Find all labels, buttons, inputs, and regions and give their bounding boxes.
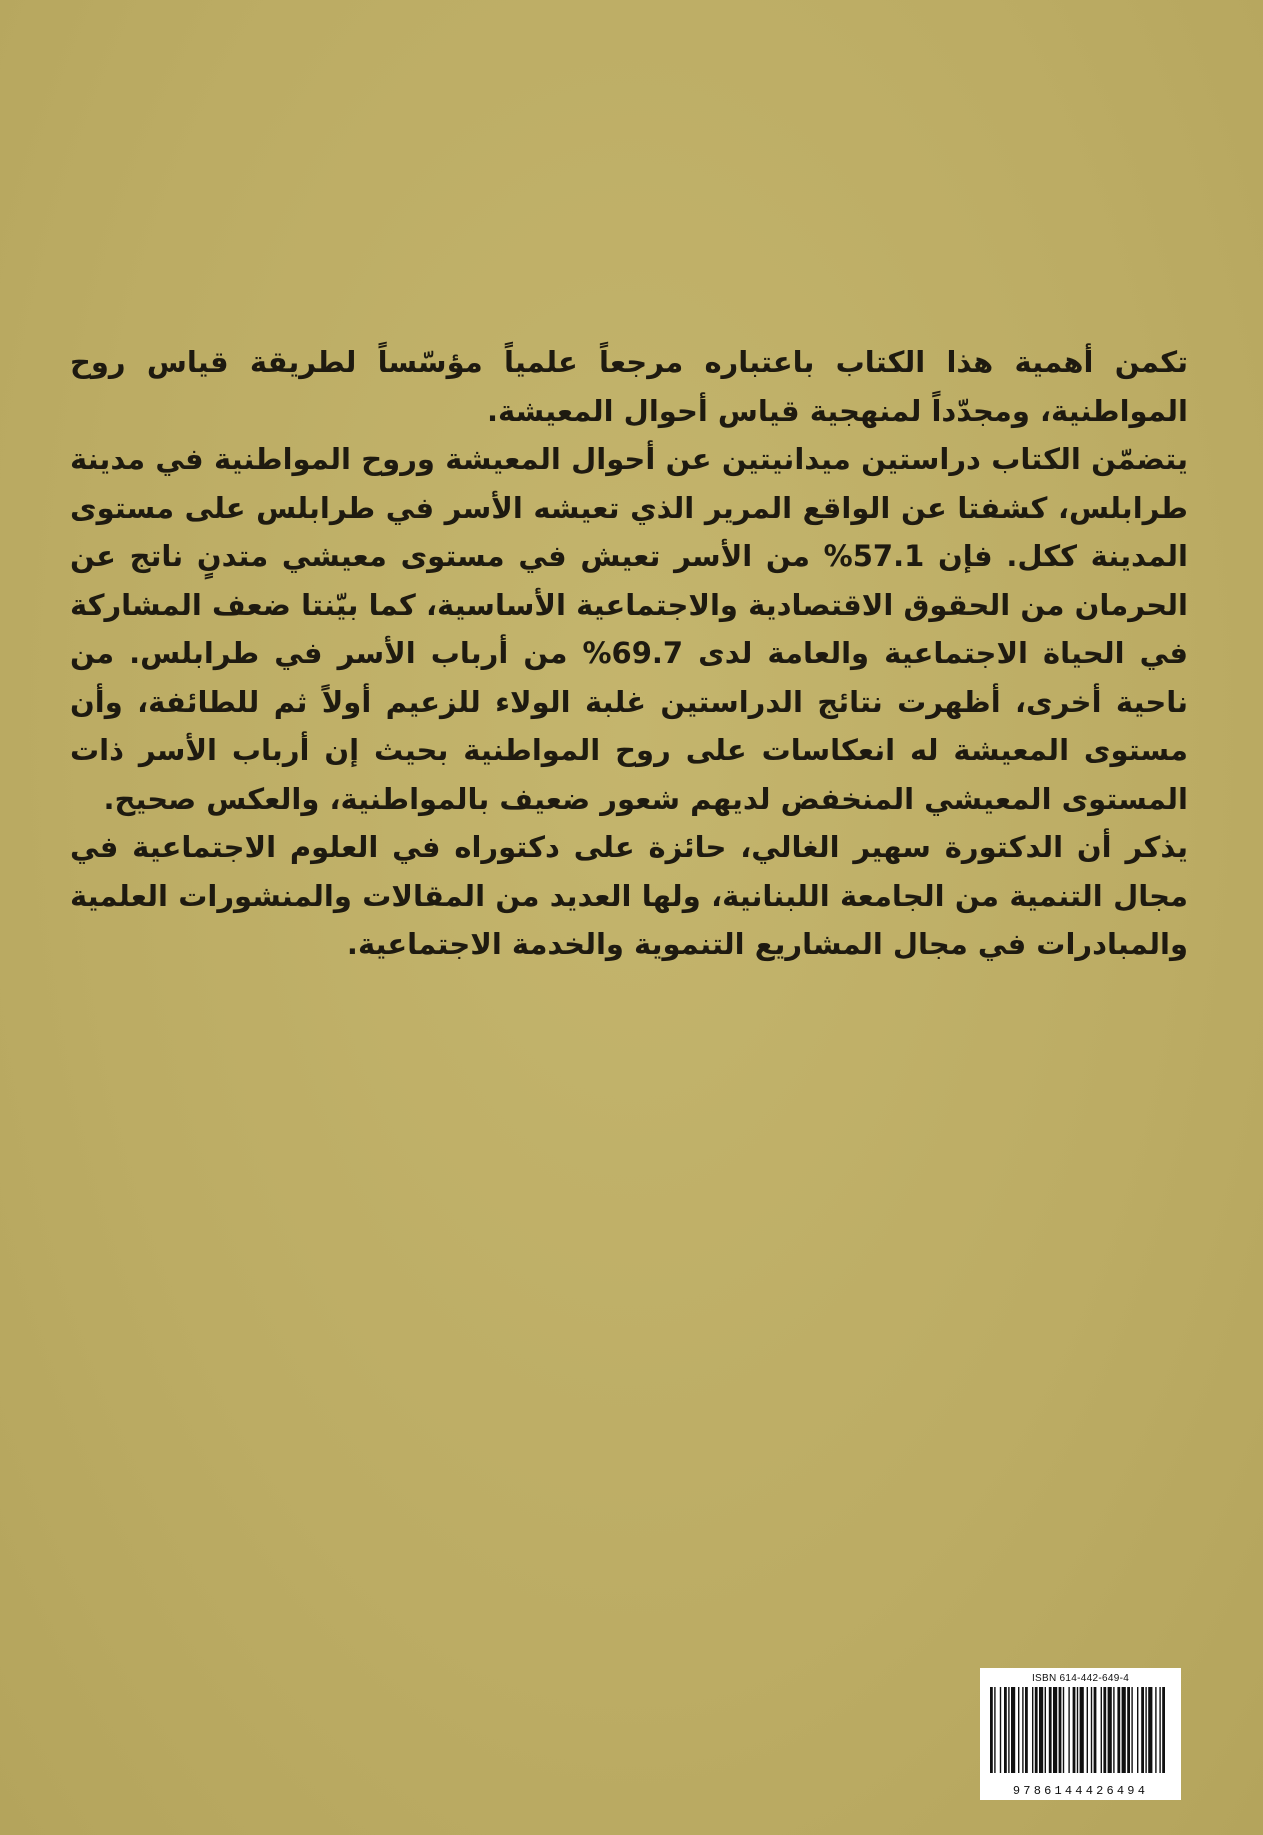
barcode-bar [1077, 1687, 1078, 1773]
isbn-label: ISBN 614-442-649-4 [1031, 1673, 1130, 1684]
barcode-bar [1063, 1687, 1064, 1773]
barcode-bar [1127, 1687, 1130, 1773]
barcode-bar [1080, 1687, 1084, 1773]
barcode-bar [1091, 1687, 1092, 1773]
barcode-bar [994, 1687, 995, 1773]
barcode-bar [1094, 1687, 1097, 1773]
barcode-bar [1008, 1687, 1009, 1773]
barcode-bar [1131, 1687, 1132, 1773]
barcode-bar [1145, 1687, 1146, 1773]
blurb-paragraph-importance: تكمن أهمية هذا الكتاب باعتباره مرجعاً علمياً مؤسّساً لطريقة قياس روح المواطنية، ومجدّداً لمنهجية قياس أحوال المعيشة. [70, 345, 1188, 428]
barcode-bar [1159, 1687, 1160, 1773]
barcode-bar [1122, 1687, 1126, 1773]
barcode-bar [1087, 1687, 1088, 1773]
barcode-bar [1053, 1687, 1057, 1773]
barcode-bar [1068, 1687, 1069, 1773]
barcode-bar [1073, 1687, 1076, 1773]
barcode-bar [1022, 1687, 1023, 1773]
barcode-bar [1141, 1687, 1144, 1773]
barcode-bar [1059, 1687, 1062, 1773]
isbn-barcode [980, 1668, 1181, 1800]
barcode-bar [1004, 1687, 1007, 1773]
barcode-bar [1045, 1687, 1046, 1773]
blurb-paragraph-author: يذكر أن الدكتورة سهير الغالي، حائزة على دكتوراه في العلوم الاجتماعية في مجال التنمية من الجامعة اللبنانية، ولها العديد من المقالات والمنشورات العلمية والمبادرات في مجال المشاريع التنموية والخدمة الاجتماعية. [70, 830, 1188, 961]
barcode-bar [1148, 1687, 1152, 1773]
barcode-bar [1162, 1687, 1165, 1773]
ean-digits: 9786144426494 [1012, 1784, 1149, 1798]
barcode-bar [1025, 1687, 1028, 1773]
blurb-text [70, 338, 1188, 969]
barcode-bar [1039, 1687, 1043, 1773]
barcode-bar [1103, 1687, 1106, 1773]
barcode-bars [988, 1687, 1173, 1775]
barcode-bar [1035, 1687, 1038, 1773]
barcode-bar [1117, 1687, 1120, 1773]
barcode-bar [1137, 1687, 1138, 1773]
barcode-bar [1018, 1687, 1019, 1773]
barcode-bar [1101, 1687, 1102, 1773]
blurb-paragraph-studies: يتضمّن الكتاب دراستين ميدانيتين عن أحوال المعيشة وروح المواطنية في مدينة طرابلس، كشفتا عن الواقع المرير الذي تعيشه الأسر في طرابلس على مستوى المدينة ككل. فإن 57.1% من الأسر تعيش في مستوى معيشي متدنٍ ناتج عن الحرمان من الحقوق الاقتصادية والاجتماعية الأساسية، كما بيّنتا ضعف المشاركة في الحياة الاجتماعية والعامة لدى 69.7% من أرباب الأسر في طرابلس. من ناحية أخرى، أظهرت نتائج الدراستين غلبة الولاء للزعيم أولاً ثم للطائفة، وأن مستوى المعيشة له انعكاسات على روح المواطنية بحيث إن أرباب الأسر ذات المستوى المعيشي المنخفض لديهم شعور ضعيف بالمواطنية، والعكس صحيح. [70, 442, 1189, 816]
barcode-bar [1155, 1687, 1156, 1773]
barcode-bar [1108, 1687, 1112, 1773]
barcode-bar [1000, 1687, 1001, 1773]
barcode-bar [1113, 1687, 1114, 1773]
barcode-bar [1032, 1687, 1033, 1773]
barcode-bar [1011, 1687, 1015, 1773]
barcode-bar [990, 1687, 993, 1773]
barcode-bar [1049, 1687, 1052, 1773]
